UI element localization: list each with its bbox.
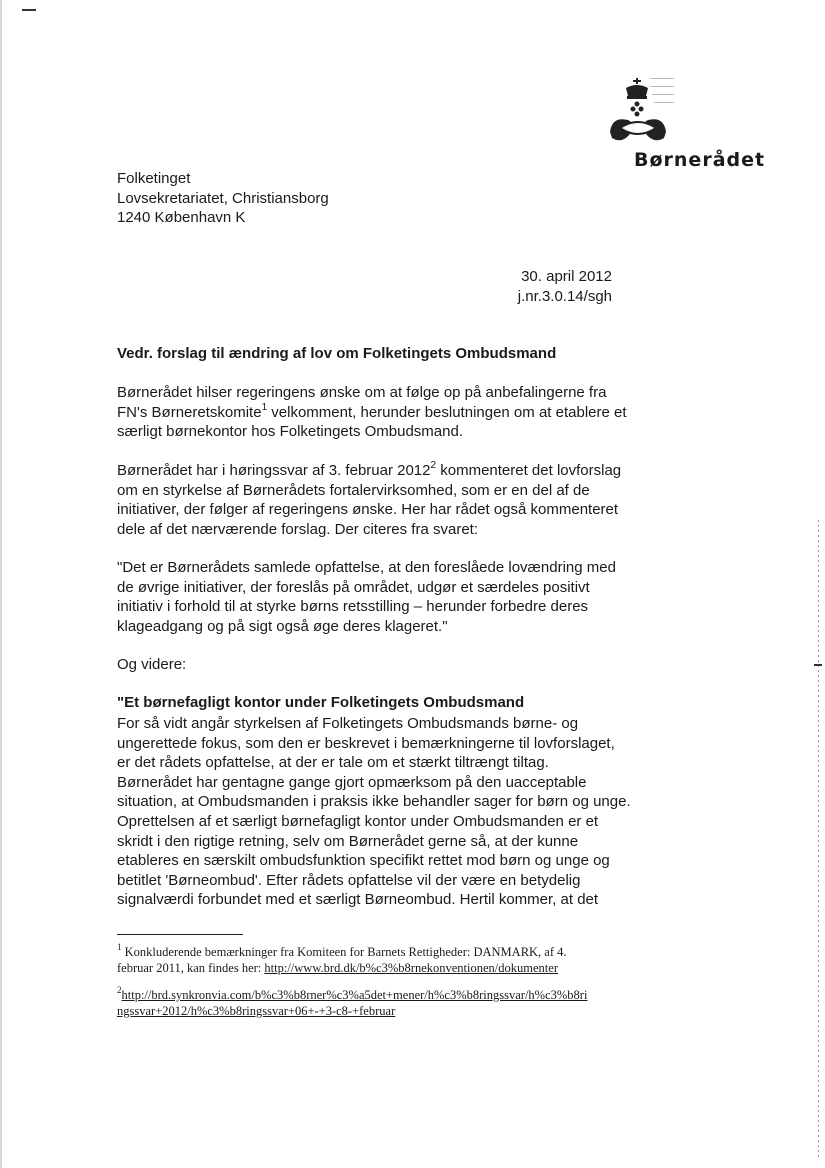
footnote-1: [117, 941, 567, 976]
text-line: betitlet 'Børneombud'. Efter rådets opfattelse vil der være en betydelig: [117, 871, 581, 889]
footnote-separator: [117, 934, 243, 935]
brand-name: Børnerådet: [634, 149, 766, 171]
footnote-link-continued[interactable]: ngssvar+2012/h%c3%b8ringssvar+06+-+3-c8-+februar: [117, 1004, 396, 1018]
quote-paragraph: [117, 558, 616, 636]
text-line: For så vidt angår styrkelsen af Folketingets Ombudsmands børne- og: [117, 715, 579, 732]
footnote-mark: 1: [117, 941, 122, 952]
recipient-line: Folketinget: [117, 170, 191, 187]
subject-line: Vedr. forslag til ændring af lov om Folketingets Ombudsmand: [117, 345, 557, 362]
journal-number: j.nr.3.0.14/sgh: [517, 287, 612, 305]
text-line: situation, at Ombudsmanden i praksis ikke behandler sager for børn og unge.: [117, 793, 631, 811]
recipient-line: Lovsekretariatet, Christiansborg: [117, 189, 329, 207]
scan-edge-left: [0, 0, 2, 1168]
paragraph-5: [117, 714, 631, 910]
text-line: dele af det nærværende forslag. Der citeres fra svaret:: [117, 520, 478, 538]
text-run: kommenteret det lovforslag: [436, 462, 622, 479]
footnote-2: [117, 984, 588, 1019]
paragraph-1: [117, 383, 627, 442]
scan-edge-right: [818, 520, 819, 1160]
footnote-text: Konkluderende bemærkninger fra Komiteen for Barnets Rettigheder: DANMARK, af 4.: [121, 945, 567, 959]
section-heading: "Et børnefagligt kontor under Folketingets Ombudsmand: [117, 694, 525, 711]
letter-date: 30. april 2012: [521, 268, 612, 285]
text-line: signalværdi forbundet med et særligt Børneombud. Hertil kommer, at det: [117, 891, 599, 909]
text-run: FN's Børneretskomite: [117, 403, 262, 421]
footnote-line: [117, 984, 588, 1003]
text-line: etableres en særskilt ombudsfunktion specifikt rettet mod børn og unge og: [117, 852, 610, 870]
footnote-link[interactable]: http://brd.synkronvia.com/b%c3%b8rner%c3%a5det+mener/h%c3%b8ringssvar/h%c3%b8ri: [121, 988, 588, 1002]
text-line: ungerettede fokus, som den er beskrevet i bemærkningerne til lovforslaget,: [117, 734, 615, 752]
text-line: Børnerådet har gentagne gange gjort opmærksom på den uacceptable: [117, 773, 587, 791]
recipient-line: 1240 København K: [117, 209, 246, 227]
text-line: Oprettelsen af et særligt børnefagligt kontor under Ombudsmanden er et: [117, 812, 599, 830]
text-line: initiativer, der følger af regeringens ønske. Her har rådet også kommenteret: [117, 501, 619, 519]
footnote-line: [117, 941, 567, 960]
footnote-mark: 2: [117, 984, 122, 995]
text-line: [117, 403, 627, 423]
text-line: de øvrige initiativer, der foreslås på området, udgør et særdeles positivt: [117, 578, 590, 596]
text-line: klageadgang og på sigt også øge deres klageret.": [117, 617, 448, 635]
footnote-text: februar 2011, kan findes her:: [117, 961, 265, 975]
footnote-line: [117, 1003, 587, 1019]
text-line: [117, 461, 621, 481]
scan-mark-right: [814, 664, 822, 666]
text-line: initiativ i forhold til at styrke børns retsstilling – herunder forbedre deres: [117, 598, 589, 616]
text-run: velkomment, herunder beslutningen om at etablere et: [267, 403, 627, 421]
footnote-line: [117, 960, 567, 976]
recipient-address: [117, 169, 329, 228]
footnote-ref-1[interactable]: 1: [261, 401, 268, 413]
crown-emblem-icon: [606, 76, 676, 154]
letterhead-logo: [606, 76, 766, 176]
date-block: [508, 267, 612, 306]
text-line: Børnerådet hilser regeringens ønske om at følge op på anbefalingerne fra: [117, 384, 607, 401]
text-line: "Det er Børnerådets samlede opfattelse, at den foreslåede lovændring med: [117, 559, 616, 576]
paragraph-2: [117, 461, 621, 539]
text-run: Børnerådet har i høringssvar af 3. februar 2012: [117, 462, 431, 479]
text-line: særligt børnekontor hos Folketingets Ombudsmand.: [117, 423, 463, 441]
text-line: skridt i den rigtige retning, selv om Børnerådet gerne så, at der kunne: [117, 832, 579, 850]
scan-mark-top: [22, 9, 36, 11]
paragraph-continue: Og videre:: [117, 656, 187, 673]
footnote-link[interactable]: http://www.brd.dk/b%c3%b8rnekonventionen/dokumenter: [264, 961, 558, 975]
text-line: er det rådets opfattelse, at der er tale om et stærkt tiltrængt tiltag.: [117, 754, 549, 772]
footnote-ref-2[interactable]: 2: [430, 460, 437, 471]
text-line: om en styrkelse af Børnerådets fortalervirksomhed, som er en del af de: [117, 481, 590, 499]
